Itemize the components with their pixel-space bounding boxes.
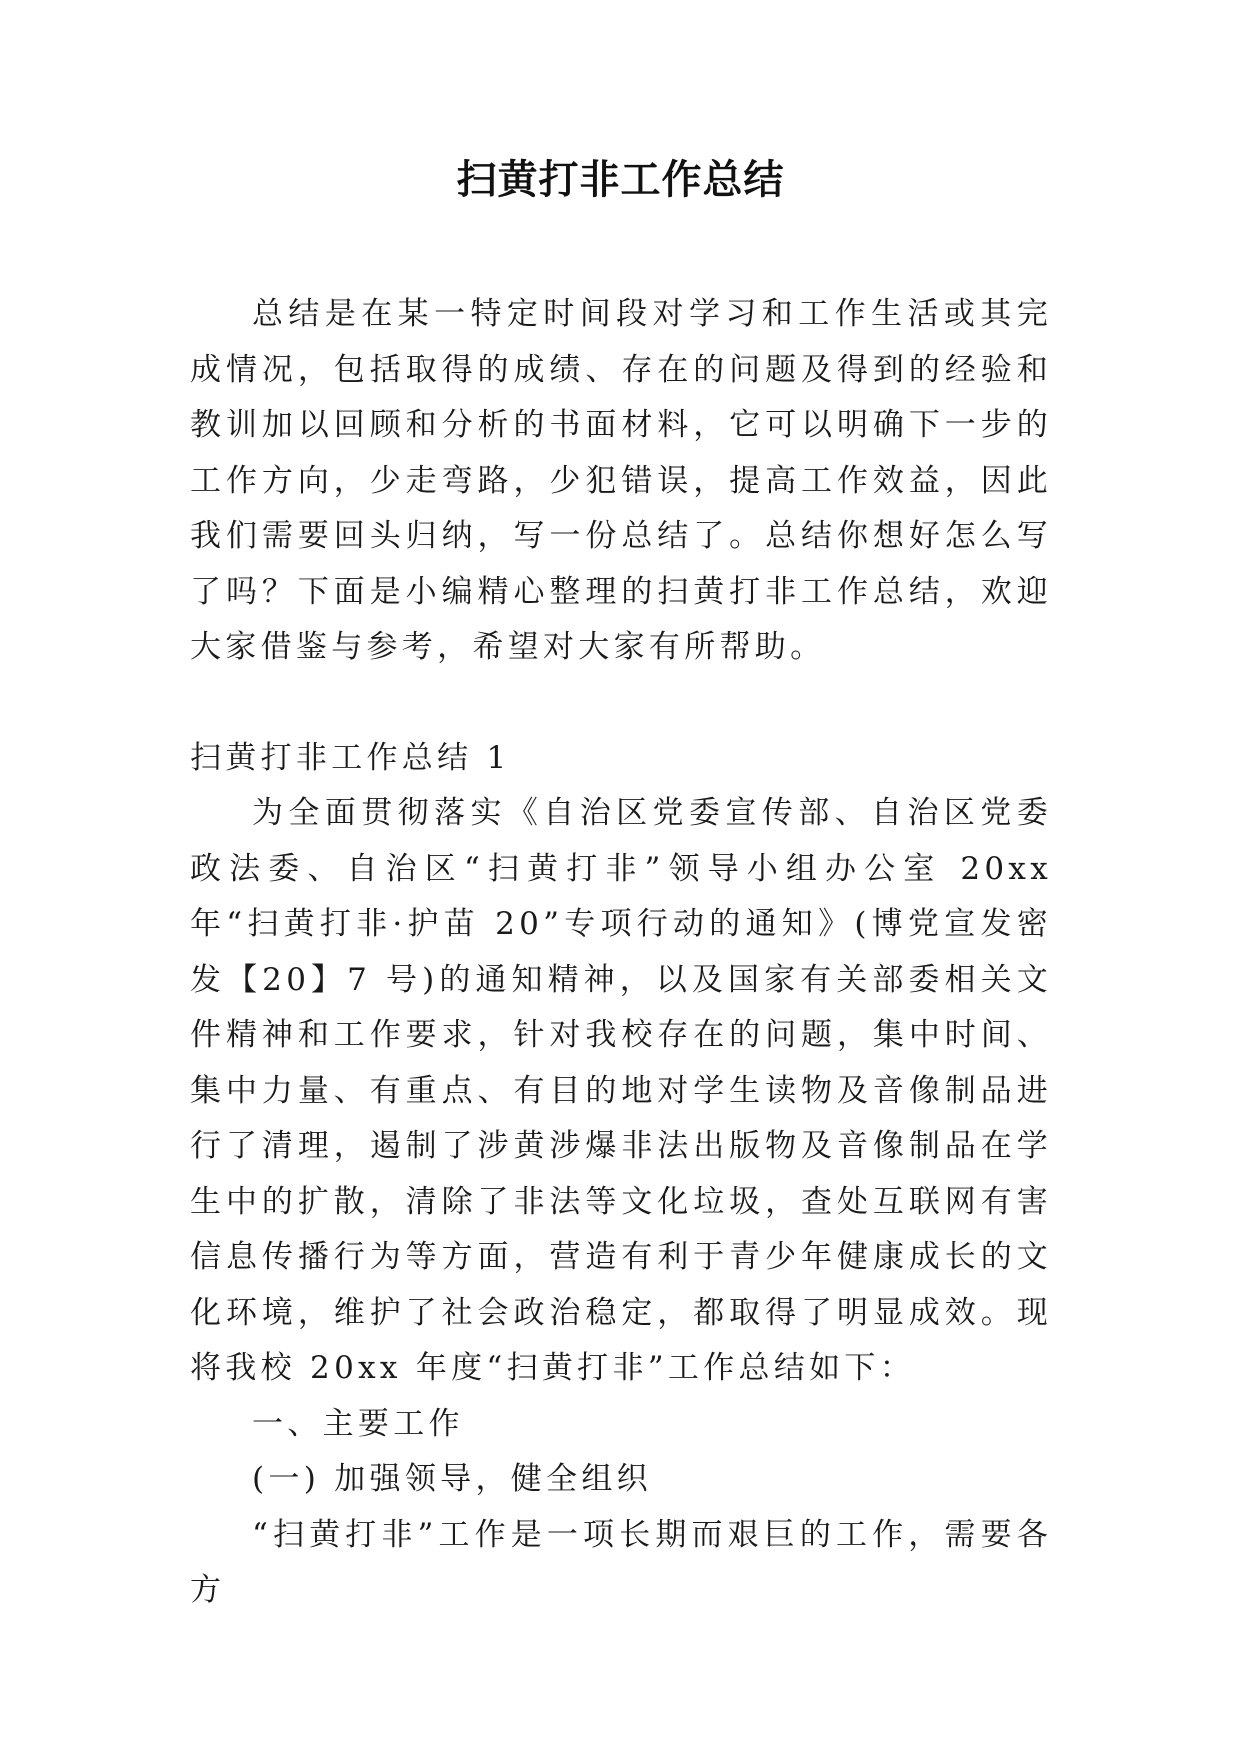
- paragraph-spacer: [190, 676, 1052, 731]
- body-paragraph-1: 为全面贯彻落实《自治区党委宣传部、自治区党委政法委、自治区“扫黄打非”领导小组办公室 20xx 年“扫黄打非·护苗 20”专项行动的通知》(博党宣发密发【20】7 号)的通知精神，以及国家有关部委相关文件精神和工作要求，针对我校存在的问题，集中时间、集中力量、有重点、有目的地对学生读物及音像制品进行了清理，遏制了涉黄涉爆非法出版物及音像制品在学生中的扩散，清除了非法等文化垃圾，查处互联网有害信息传播行为等方面，营造有利于青少年健康成长的文化环境，维护了社会政治稳定，都取得了明显成效。现将我校 20xx 年度“扫黄打非”工作总结如下：: [190, 795, 1052, 1386]
- document-body: [190, 287, 1052, 1619]
- subheading-leadership: (一) 加强领导，健全组织: [252, 1461, 652, 1497]
- section-heading: 扫黄打非工作总结 1: [190, 739, 511, 776]
- body-paragraph-2: “扫黄打非”工作是一项长期而艰巨的工作，需要各方: [190, 1516, 1052, 1608]
- document-title: 扫黄打非工作总结: [456, 156, 785, 203]
- intro-paragraph: 总结是在某一特定时间段对学习和工作生活或其完成情况，包括取得的成绩、存在的问题及得到的经验和教训加以回顾和分析的书面材料，它可以明确下一步的工作方向，少走弯路，少犯错误，提高工作效益，因此我们需要回头归纳，写一份总结了。总结你想好怎么写了吗？下面是小编精心整理的扫黄打非工作总结，欢迎大家借鉴与参考，希望对大家有所帮助。: [190, 296, 1052, 665]
- subheading-main-work: 一、主要工作: [252, 1405, 464, 1442]
